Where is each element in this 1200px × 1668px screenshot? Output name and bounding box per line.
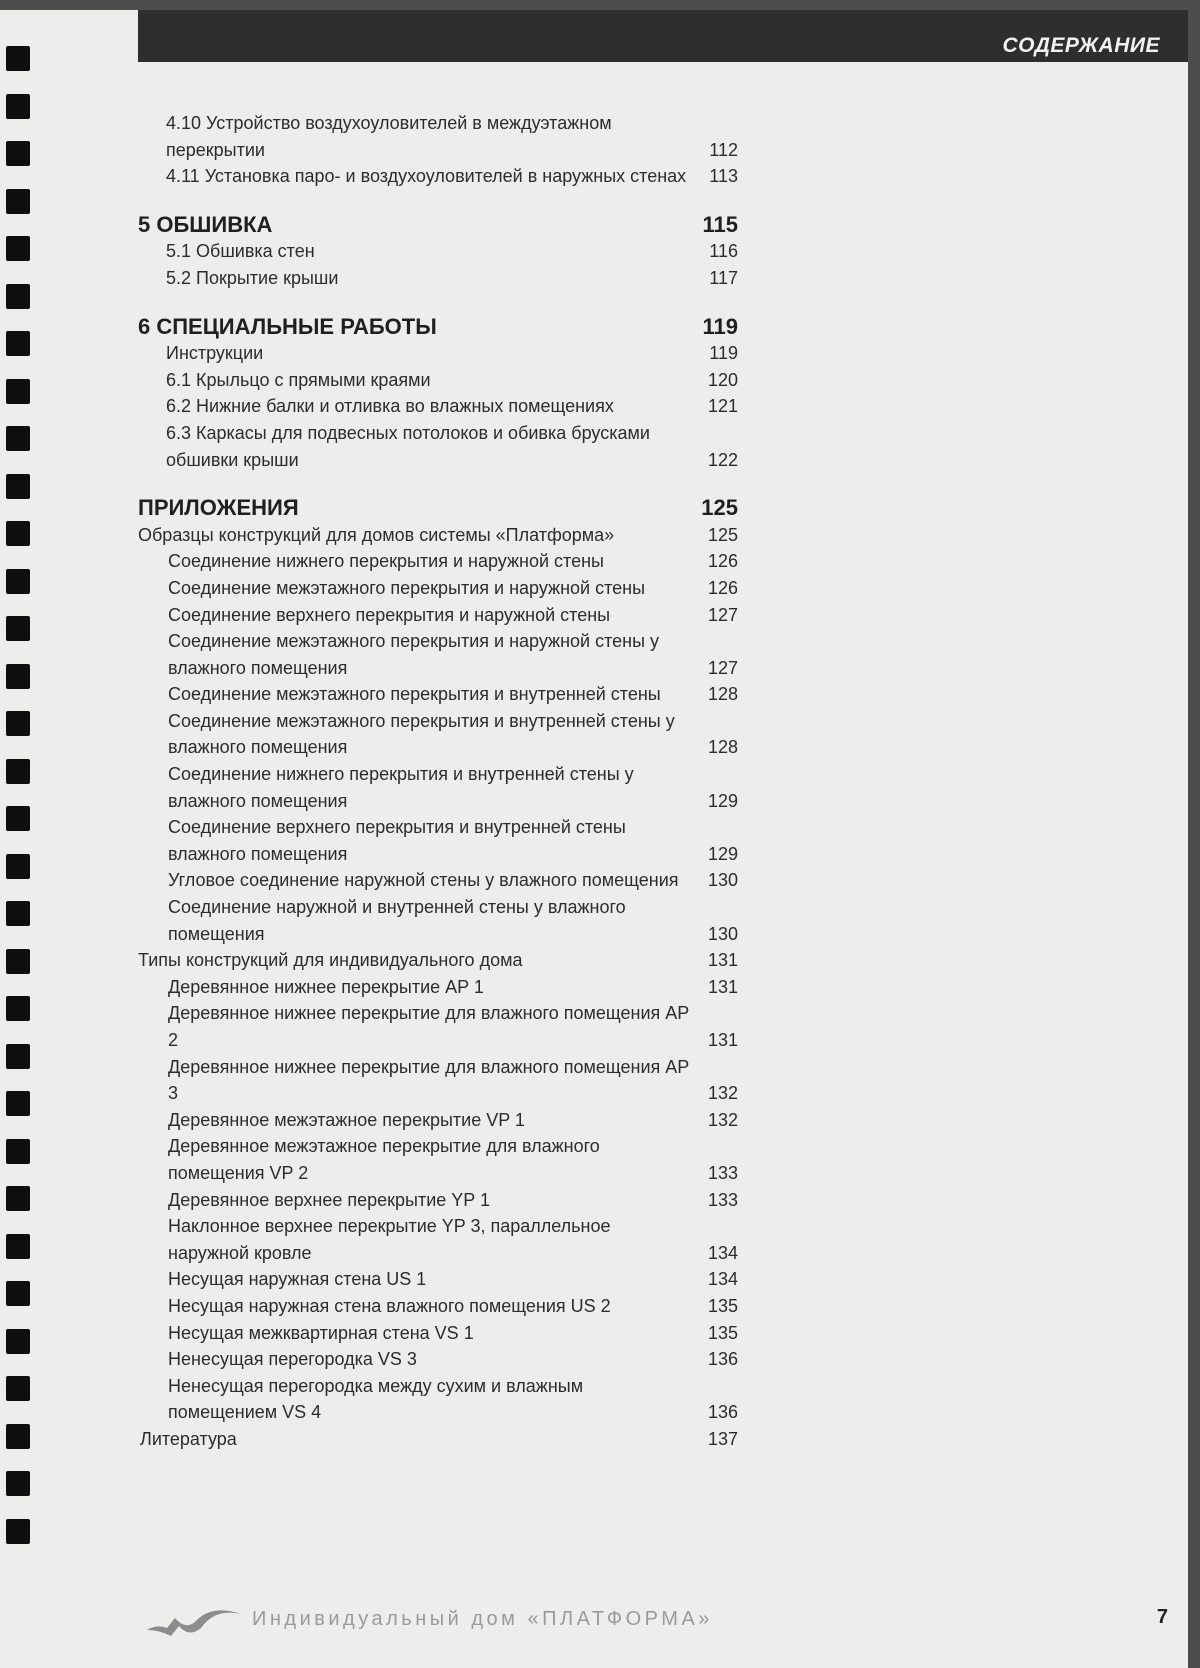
toc-entry-page: 131	[707, 976, 738, 997]
toc-entry-page: 136	[707, 1402, 738, 1423]
toc-entry-page: 125	[701, 495, 738, 521]
toc-entry-page: 126	[707, 577, 738, 598]
toc-entry	[138, 420, 738, 473]
toc-entry-page: 129	[707, 843, 738, 864]
toc-entry	[138, 548, 738, 575]
binding-hole	[6, 1281, 30, 1306]
toc-entry-title: Соединение верхнего перекрытия и наружной стены	[168, 604, 611, 625]
toc-entry	[138, 602, 738, 629]
toc-entry	[138, 393, 738, 420]
toc-entry-page: 133	[707, 1162, 738, 1183]
binding-hole	[6, 806, 30, 831]
toc-entry	[138, 1346, 738, 1373]
toc-entry-title: Соединение межэтажного перекрытия и наружной стены	[168, 577, 646, 598]
toc-entry	[138, 1266, 738, 1293]
page	[0, 10, 1188, 1668]
toc-entry-page: 127	[707, 604, 738, 625]
binding-hole	[6, 1471, 30, 1496]
binding-hole	[6, 1329, 30, 1354]
toc-entry-title: Типы конструкций для индивидуального дома	[138, 950, 523, 971]
binding-hole	[6, 521, 30, 546]
binding-hole	[6, 331, 30, 356]
binding-hole	[6, 1424, 30, 1449]
binding-hole	[6, 1139, 30, 1164]
toc-entry-title: Несущая наружная стена US 1	[168, 1269, 427, 1290]
toc-chapter	[138, 212, 738, 239]
toc-entry-page: 137	[707, 1428, 738, 1449]
publisher-logo-icon	[145, 1600, 245, 1640]
toc-entry-page: 128	[707, 684, 738, 705]
toc-entry-page: 115	[702, 211, 738, 237]
toc-entry	[138, 1373, 738, 1426]
binding-hole	[6, 46, 30, 71]
binding-hole	[6, 949, 30, 974]
binding-hole	[6, 379, 30, 404]
toc-entry-title: Соединение нижнего перекрытия и внутренней стены у влажного помещения	[168, 764, 634, 811]
toc-entry-page: 130	[707, 923, 738, 944]
toc-entry-title: Соединение нижнего перекрытия и наружной стены	[168, 551, 604, 572]
spiral-binding	[6, 46, 36, 1566]
toc-entry-page: 112	[709, 139, 738, 160]
toc-entry	[138, 265, 738, 292]
toc-entry	[138, 1426, 738, 1453]
toc-entry	[138, 1133, 738, 1186]
binding-hole	[6, 996, 30, 1021]
toc-entry	[138, 1054, 738, 1107]
binding-hole	[6, 901, 30, 926]
toc-entry	[138, 681, 738, 708]
toc-entry	[138, 1293, 738, 1320]
toc-entry	[138, 163, 738, 190]
toc-entry	[138, 708, 738, 761]
binding-hole	[6, 1376, 30, 1401]
toc-entry	[138, 1213, 738, 1266]
binding-hole	[6, 141, 30, 166]
binding-hole	[6, 1091, 30, 1116]
toc-entry	[138, 814, 738, 867]
toc-entry	[138, 974, 738, 1001]
toc-entry	[138, 340, 738, 367]
toc-entry-title: 6.2 Нижние балки и отливка во влажных помещениях	[166, 396, 614, 417]
toc-entry-page: 120	[707, 369, 738, 390]
footer-title: Индивидуальный дом «ПЛАТФОРМА»	[252, 1608, 713, 1630]
header-bar	[138, 10, 1188, 62]
toc-entry-title: Инструкции	[166, 343, 264, 364]
toc-entry-title: Несущая наружная стена влажного помещения US 2	[168, 1295, 611, 1316]
table-of-contents	[138, 110, 738, 1453]
toc-entry-title: Деревянное межэтажное перекрытие для влажного помещения VP 2	[168, 1136, 600, 1183]
toc-entry	[138, 1107, 738, 1134]
toc-entry-page: 128	[707, 737, 738, 758]
section-title: СОДЕРЖАНИЕ	[1002, 34, 1160, 57]
toc-entry-page: 131	[707, 950, 738, 971]
toc-entry-title: 5 ОБШИВКА	[138, 211, 273, 237]
toc-entry-page: 134	[707, 1242, 738, 1263]
toc-entry-title: 4.11 Установка паро- и воздухоуловителей в наружных стенах	[166, 166, 687, 187]
toc-entry-page: 135	[707, 1295, 738, 1316]
binding-hole	[6, 616, 30, 641]
binding-hole	[6, 664, 30, 689]
toc-entry-title: 6 СПЕЦИАЛЬНЫЕ РАБОТЫ	[138, 313, 437, 339]
toc-entry-page: 119	[702, 313, 738, 339]
binding-hole	[6, 711, 30, 736]
binding-hole	[6, 1186, 30, 1211]
toc-entry-title: ПРИЛОЖЕНИЯ	[138, 495, 299, 521]
toc-entry-title: Наклонное верхнее перекрытие YP 3, параллельное наружной кровле	[168, 1216, 611, 1263]
toc-entry-title: Деревянное нижнее перекрытие для влажного помещения AP 2	[168, 1003, 689, 1050]
toc-entry-page: 136	[707, 1349, 738, 1370]
toc-entry	[138, 522, 738, 549]
toc-entry-title: Соединение межэтажного перекрытия и наружной стены у влажного помещения	[168, 631, 660, 678]
toc-entry-title: Соединение верхнего перекрытия и внутренней стены влажного помещения	[168, 817, 626, 864]
toc-entry-title: 6.3 Каркасы для подвесных потолоков и обивка брусками обшивки крыши	[166, 422, 650, 470]
toc-entry-page: 126	[707, 551, 738, 572]
toc-entry-title: Соединение межэтажного перекрытия и внутренней стены у влажного помещения	[168, 710, 675, 758]
toc-entry-page: 121	[707, 396, 738, 417]
toc-entry	[138, 238, 738, 265]
toc-entry	[138, 367, 738, 394]
binding-hole	[6, 94, 30, 119]
toc-entry-title: 6.1 Крыльцо с прямыми краями	[166, 369, 431, 390]
toc-entry-title: Ненесущая перегородка VS 3	[168, 1349, 417, 1370]
toc-entry-page: 131	[707, 1030, 738, 1050]
toc-entry-title: Соединение межэтажного перекрытия и внутренней стены	[168, 684, 661, 705]
binding-hole	[6, 1519, 30, 1544]
toc-entry-page: 117	[709, 267, 738, 288]
toc-entry-title: 4.10 Устройство воздухоуловителей в междуэтажном перекрытии	[166, 113, 612, 160]
toc-entry-page: 119	[709, 343, 738, 364]
binding-hole	[6, 426, 30, 451]
toc-chapter	[138, 495, 738, 522]
toc-entry-title: Образцы конструкций для домов системы «Платформа»	[138, 524, 615, 545]
binding-hole	[6, 189, 30, 214]
binding-hole	[6, 474, 30, 499]
toc-entry-title: Ненесущая перегородка между сухим и влажным помещением VS 4	[168, 1375, 584, 1423]
page-number: 7	[1156, 1606, 1168, 1628]
toc-entry-title: Деревянное межэтажное перекрытие VP 1	[168, 1109, 525, 1130]
toc-entry-title: Деревянное верхнее перекрытие YP 1	[168, 1189, 490, 1210]
toc-entry	[138, 894, 738, 947]
toc-entry	[138, 1000, 738, 1053]
toc-entry-page: 125	[707, 524, 738, 545]
binding-hole	[6, 759, 30, 784]
toc-entry-page: 133	[707, 1189, 738, 1210]
toc-entry-page: 132	[707, 1083, 738, 1104]
toc-entry	[138, 1320, 738, 1347]
binding-hole	[6, 1044, 30, 1069]
toc-entry-page: 127	[707, 657, 738, 678]
toc-entry-page: 122	[707, 449, 738, 470]
binding-hole	[6, 854, 30, 879]
toc-entry-title: 5.2 Покрытие крыши	[166, 267, 339, 288]
binding-hole	[6, 569, 30, 594]
toc-entry-title: Деревянное нижнее перекрытие AP 1	[168, 976, 484, 997]
toc-entry-page: 129	[707, 790, 738, 811]
toc-entry	[138, 867, 738, 894]
toc-entry-page: 130	[707, 870, 738, 891]
toc-entry-page: 132	[707, 1109, 738, 1130]
toc-entry	[138, 575, 738, 602]
toc-entry	[138, 947, 738, 974]
toc-entry	[138, 1187, 738, 1214]
toc-entry-title: Угловое соединение наружной стены у влажного помещения	[168, 870, 679, 891]
toc-entry	[138, 110, 738, 163]
toc-entry-title: Литература	[140, 1428, 237, 1449]
toc-entry-page: 135	[707, 1322, 738, 1343]
toc-entry-title: Соединение наружной и внутренней стены у влажного помещения	[168, 897, 626, 944]
toc-entry-title: Деревянное нижнее перекрытие для влажного помещения AP 3	[168, 1056, 689, 1104]
toc-entry	[138, 761, 738, 814]
toc-entry-page: 113	[709, 166, 738, 187]
binding-hole	[6, 1234, 30, 1259]
binding-hole	[6, 284, 30, 309]
binding-hole	[6, 236, 30, 261]
toc-entry-title: 5.1 Обшивка стен	[166, 241, 315, 262]
toc-entry	[138, 628, 738, 681]
toc-entry-title: Несущая межквартирная стена VS 1	[168, 1322, 474, 1343]
toc-entry-page: 116	[709, 241, 738, 262]
toc-chapter	[138, 314, 738, 341]
toc-entry-page: 134	[707, 1269, 738, 1290]
